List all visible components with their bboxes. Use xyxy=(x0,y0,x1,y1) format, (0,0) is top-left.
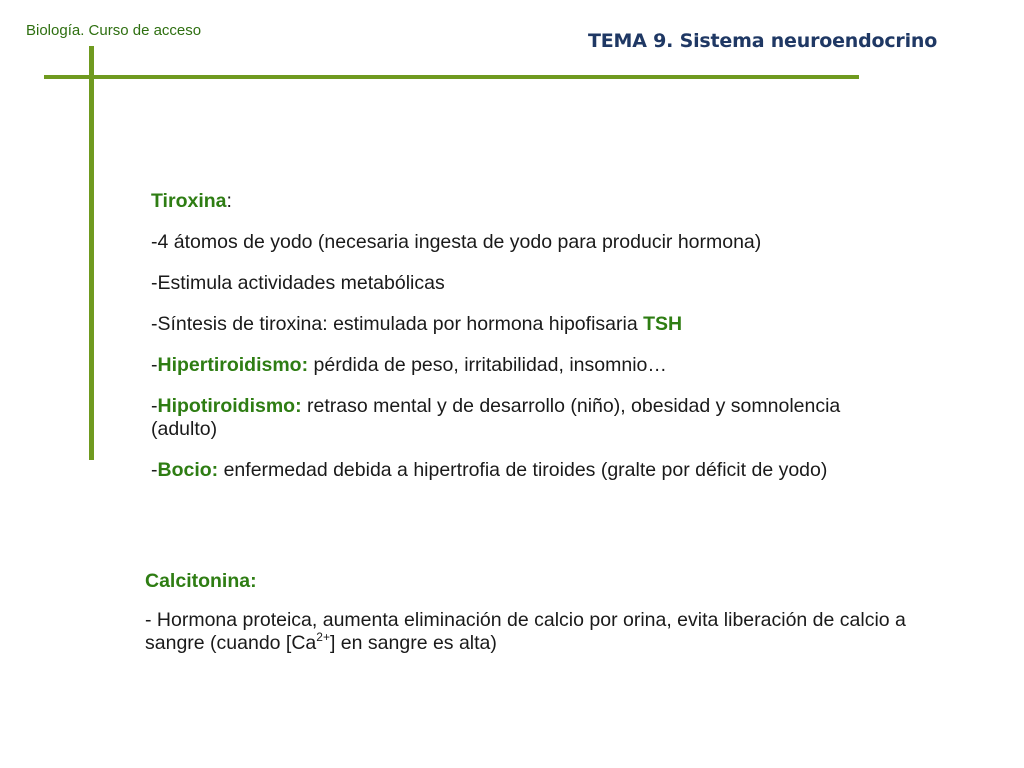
calcitonina-text xyxy=(145,609,965,655)
calcitonina-title: Calcitonina: xyxy=(145,570,257,592)
vertical-divider xyxy=(89,46,94,460)
slide-title: TEMA 9. Sistema neuroendocrino xyxy=(588,30,938,52)
tiroxina-item-4 xyxy=(151,354,911,377)
tiroxina-title: Tiroxina xyxy=(151,190,227,212)
item-6-term: Bocio: xyxy=(157,459,219,481)
item-4-term: Hipertiroidismo: xyxy=(157,354,309,376)
item-5-term: Hipotiroidismo: xyxy=(157,395,302,417)
item-6-text: enfermedad debida a hipertrofia de tiroides (gralte por déficit de yodo) xyxy=(218,459,828,481)
tiroxina-item-5 xyxy=(151,395,911,441)
course-label: Biología. Curso de acceso xyxy=(26,22,202,39)
tiroxina-item-3 xyxy=(151,313,911,336)
item-4-text: pérdida de peso, irritabilidad, insomnio… xyxy=(308,354,667,376)
item-5-dash: - xyxy=(151,395,158,417)
horizontal-divider xyxy=(44,75,859,79)
calcitonina-text-after: ] en sangre es alta) xyxy=(329,632,497,654)
item-3-term: TSH xyxy=(643,313,683,335)
tiroxina-section xyxy=(151,190,911,500)
tiroxina-item-1: -4 átomos de yodo (necesaria ingesta de yodo para producir hormona) xyxy=(151,231,762,253)
calcium-superscript: 2+ xyxy=(316,630,330,644)
tiroxina-item-2: -Estimula actividades metabólicas xyxy=(151,272,445,294)
item-4-dash: - xyxy=(151,354,158,376)
item-5-text: retraso mental y de desarrollo (niño), obesidad y somnolencia (adulto) xyxy=(151,395,841,440)
tiroxina-colon: : xyxy=(226,190,232,212)
calcitonina-section xyxy=(145,570,965,671)
tiroxina-heading xyxy=(151,190,911,213)
tiroxina-item-6 xyxy=(151,459,911,482)
item-6-dash: - xyxy=(151,459,158,481)
calcitonina-text-before: - Hormona proteica, aumenta eliminación de calcio por orina, evita liberación de calcio a sangre (cuando [Ca xyxy=(145,609,906,654)
item-3-text: -Síntesis de tiroxina: estimulada por hormona hipofisaria xyxy=(151,313,644,335)
calcitonina-heading xyxy=(145,570,965,593)
